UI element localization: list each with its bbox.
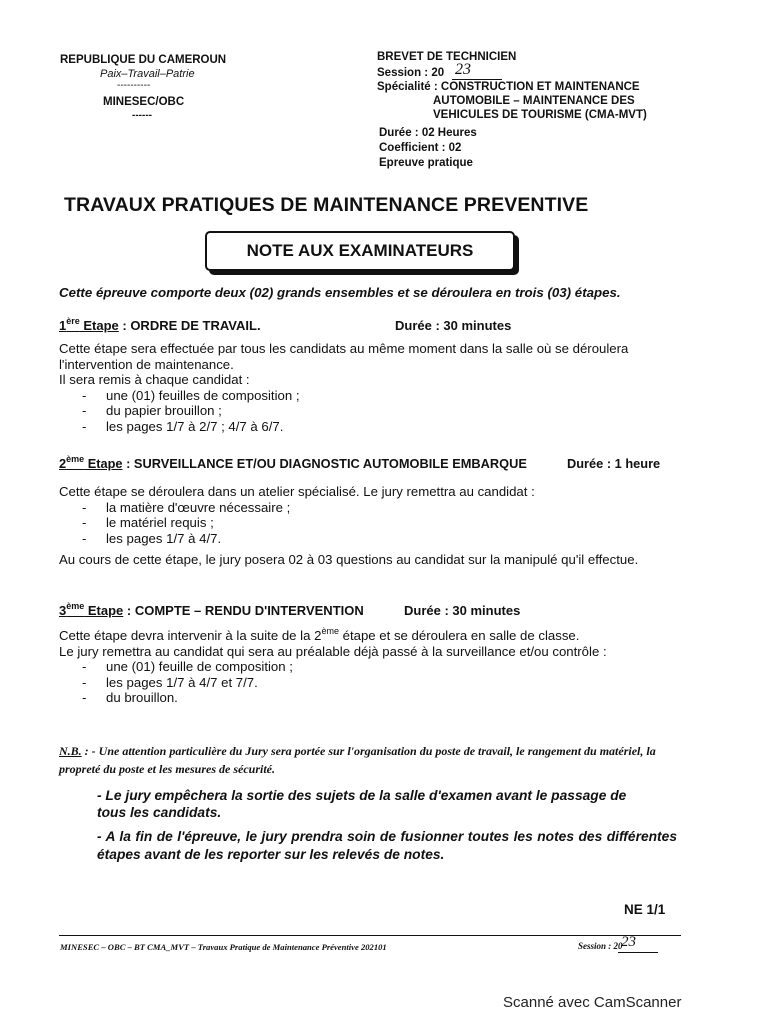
national-motto: Paix–Travail–Patrie xyxy=(100,68,195,80)
step1-heading xyxy=(59,318,261,333)
step2-heading xyxy=(59,456,527,471)
step2-title: : SURVEILLANCE ET/OU DIAGNOSTIC AUTOMOBILE EMBARQUE xyxy=(122,456,527,471)
exam-type: Epreuve pratique xyxy=(379,157,473,169)
step2-list xyxy=(59,500,689,547)
footer-session-underline xyxy=(618,952,658,953)
nb-label: N.B. xyxy=(59,744,82,758)
list-item: - le matériel requis ; xyxy=(59,515,689,531)
step2-duration: Durée : 1 heure xyxy=(567,456,661,471)
list-item: - du papier brouillon ; xyxy=(59,403,699,419)
list-item: - les pages 1/7 à 4/7 et 7/7. xyxy=(59,675,699,691)
step1-duration: Durée : 30 minutes xyxy=(395,318,512,333)
page-reference: NE 1/1 xyxy=(624,902,666,917)
session-underline xyxy=(452,79,502,80)
step1-title: : ORDRE DE TRAVAIL. xyxy=(118,318,261,333)
separator-1: ---------- xyxy=(117,80,151,91)
nb-note xyxy=(59,742,689,778)
step3-sup: ème xyxy=(66,601,85,611)
step1-sup: ère xyxy=(66,316,80,326)
ministry-name: MINESEC/OBC xyxy=(103,96,185,108)
step2-body xyxy=(59,484,689,568)
step3-etape: Etape xyxy=(84,603,124,618)
footer-rule xyxy=(59,935,681,936)
list-item: - du brouillon. xyxy=(59,690,699,706)
step1-paragraph-1: Cette étape sera effectuée par tous les candidats au même moment dans la salle où se déroulera l'intervention de maintenance. xyxy=(59,341,629,372)
step3-paragraph-2: Le jury remettra au candidat qui sera au préalable déjà passé à la surveillance et/ou contrôle : xyxy=(59,643,607,659)
step2-label xyxy=(59,456,123,471)
step3-label xyxy=(59,603,123,618)
list-item: - la matière d'œuvre nécessaire ; xyxy=(59,500,689,516)
footer-session-handwritten: 23 xyxy=(621,934,636,950)
specialite-line-1: Spécialité : CONSTRUCTION ET MAINTENANCE xyxy=(377,81,640,93)
nb-text: : - Une attention particulière du Jury sera portée sur l'organisation du poste de travail, le rangement du matériel, la propreté du poste et les mesures de sécurité. xyxy=(59,744,656,776)
step3-num: 3 xyxy=(59,603,67,618)
step3-duration: Durée : 30 minutes xyxy=(404,603,521,618)
session-handwritten: 23 xyxy=(455,61,471,78)
footer-text: MINESEC – OBC – BT CMA_MVT – Travaux Pratique de Maintenance Préventive 202101 xyxy=(60,942,387,952)
step2-paragraph-1: Cette étape se déroulera dans un atelier spécialisé. Le jury remettra au candidat : xyxy=(59,484,535,499)
note-box xyxy=(205,231,515,271)
step1-num: 1 xyxy=(59,318,67,333)
list-item: - une (01) feuille de composition ; xyxy=(59,659,699,675)
exam-duration: Durée : 02 Heures xyxy=(379,127,477,139)
step1-label xyxy=(59,318,119,333)
step3-title: : COMPTE – RENDU D'INTERVENTION xyxy=(123,603,364,618)
step2-paragraph-2: Au cours de cette étape, le jury posera 02 à 03 questions au candidat sur la manipulé qu'il effectue. xyxy=(59,552,639,567)
step2-sup: ème xyxy=(66,454,85,464)
specialite-line-2: AUTOMOBILE – MAINTENANCE DES xyxy=(433,95,635,107)
separator-2: ------ xyxy=(132,110,152,121)
main-title: TRAVAUX PRATIQUES DE MAINTENANCE PREVENTIVE xyxy=(64,194,589,216)
step3-paragraph-1 xyxy=(59,628,699,644)
session-label: Session : 20 xyxy=(377,67,445,79)
footer-session-label: Session : 20 xyxy=(578,941,623,951)
exam-coefficient: Coefficient : 02 xyxy=(379,142,462,154)
step2-num: 2 xyxy=(59,456,67,471)
country-name: REPUBLIQUE DU CAMEROUN xyxy=(60,54,227,66)
note-1: - Le jury empêchera la sortie des sujets de la salle d'examen avant le passage de tous les candidats. xyxy=(97,788,627,820)
step3-list xyxy=(59,659,699,706)
intro-text: Cette épreuve comporte deux (02) grands ensembles et se déroulera en trois (03) étapes. xyxy=(59,285,621,300)
step1-etape: Etape xyxy=(79,318,119,333)
step2-etape: Etape xyxy=(84,456,123,471)
scanner-watermark: Scanné avec CamScanner xyxy=(503,994,682,1011)
list-item: - une (01) feuilles de composition ; xyxy=(59,388,699,404)
step1-list xyxy=(59,388,699,435)
exam-name: BREVET DE TECHNICIEN xyxy=(377,51,517,63)
step3-p1-end: étape et se déroulera en salle de classe. xyxy=(338,628,580,643)
step1-body xyxy=(59,341,699,434)
note-box-title: NOTE AUX EXAMINATEURS xyxy=(246,241,474,260)
specialite-line-3: VEHICULES DE TOURISME (CMA-MVT) xyxy=(433,109,647,121)
note-2: - A la fin de l'épreuve, le jury prendra soin de fusionner toutes les notes des différentes étapes avant de les reporter sur les relevés de notes. xyxy=(97,829,677,862)
step3-body xyxy=(59,628,699,706)
list-item: - les pages 1/7 à 4/7. xyxy=(59,531,689,547)
step3-p1-sup: ème xyxy=(321,626,339,636)
list-item: - les pages 1/7 à 2/7 ; 4/7 à 6/7. xyxy=(59,419,699,435)
step1-paragraph-2: Il sera remis à chaque candidat : xyxy=(59,372,250,387)
step3-p1-start: Cette étape devra intervenir à la suite de la 2 xyxy=(59,628,322,643)
step3-heading xyxy=(59,603,364,618)
